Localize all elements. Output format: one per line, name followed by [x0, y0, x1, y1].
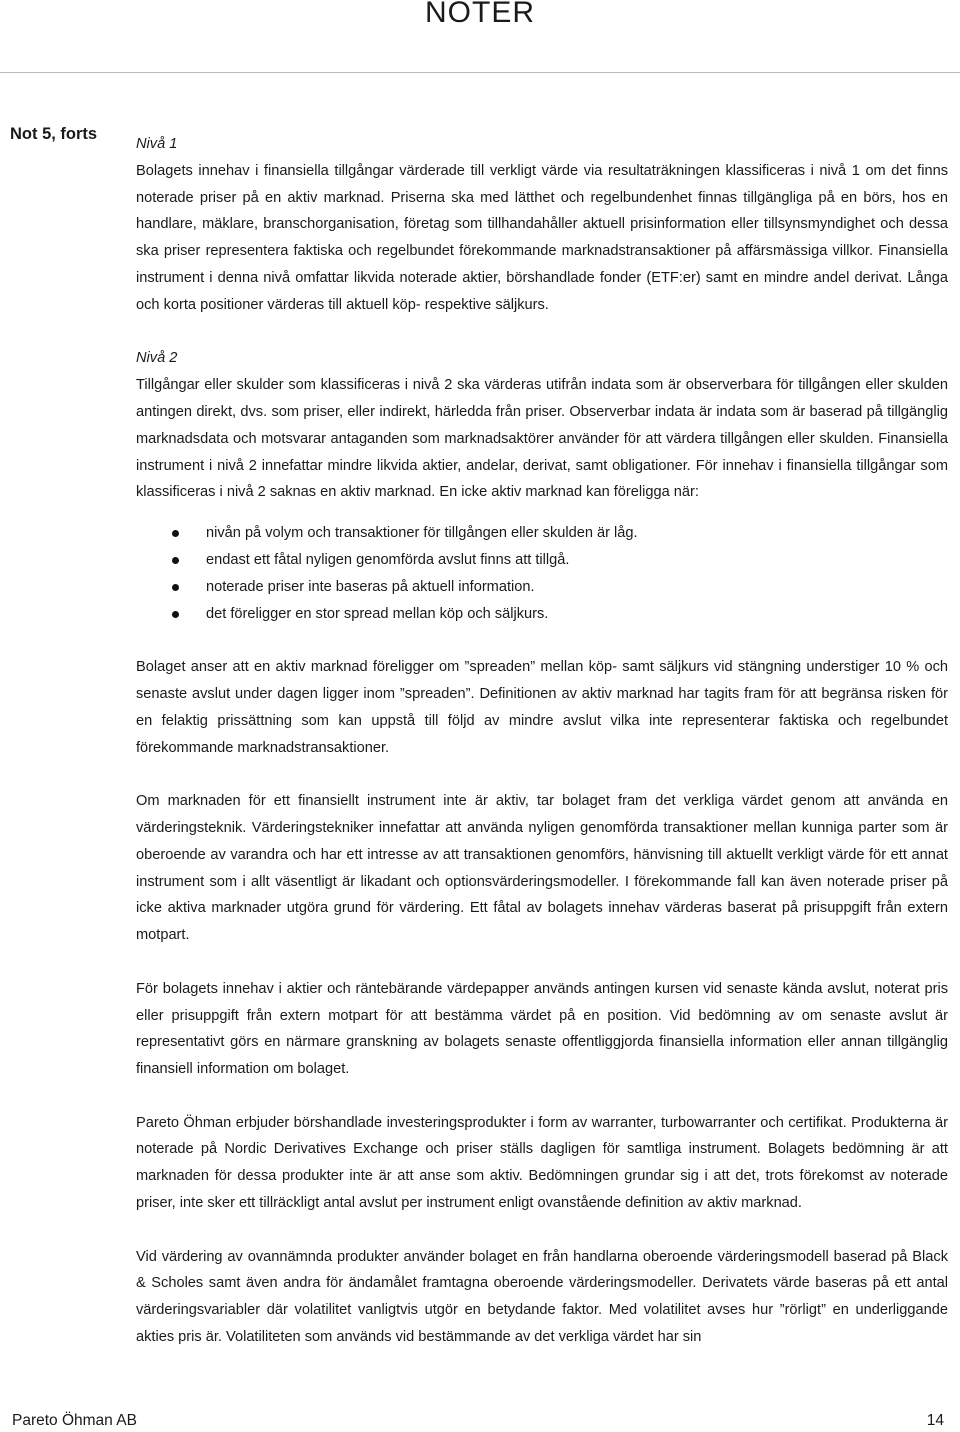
paragraph-valuation-model: Vid värdering av ovannämnda produkter använder bolaget en från handlarna oberoende värderingsmodell baserad på Black & Scholes samt även andra för ändamålet framtagna oberoende värderingsmodeller. Derivatets värde baseras på ett antal värderingsvariabler där volatilitet vanligtvis utgör en betydande faktor. Med volatilitet avses hur ”rörligt” en underliggande akties pris är. Volatiliteten som används vid bestämmande av det verkliga värdet har sin	[136, 1248, 948, 1346]
list-item: noterade priser inte baseras på aktuell information.	[136, 574, 948, 601]
list-item: nivån på volym och transaktioner för tillgången eller skulden är låg.	[136, 520, 948, 547]
footer-company: Pareto Öhman AB	[12, 1412, 137, 1429]
criteria-list	[136, 520, 948, 627]
note-label: Not 5, forts	[10, 125, 98, 143]
list-item: endast ett fåtal nyligen genomförda avslut finns att tillgå.	[136, 547, 948, 574]
paragraph-listed-products: Pareto Öhman erbjuder börshandlade investeringsprodukter i form av warranter, turbowarranter och certifikat. Produkterna är noterade på Nordic Derivatives Exchange och priser ställs dagligen för samtliga instrument. Bolagets bedömning är att marknaden för dessa produkter inte är att anse som aktiv. Bedömningen grundar sig i att det, trots förekomst av noterade priser, inte sker ett tillräckligt antal avslut per instrument enligt ovanstående definition av aktiv marknad.	[136, 1114, 948, 1212]
section-heading-level-1: Nivå 1	[136, 136, 178, 152]
title-divider	[0, 72, 960, 73]
paragraph-valuation-technique: Om marknaden för ett finansiellt instrument inte är aktiv, tar bolaget fram det verkliga värdet genom att använda en värderingsteknik. Värderingstekniker innefattar att använda nyligen genomförda transaktioner mellan kunniga parter som är oberoende av varandra och har ett intresse av att transaktionen genomförs, hänvisning till aktuellt verkligt värde för ett annat instrument som i allt väsentligt är likadant och optionsvärderingsmodeller. I förekommande fall kan även noterade priser på icke aktiva marknader utgöra grund för värdering. Ett fåtal av bolagets innehav värderas baserat på prisuppgift från extern motpart.	[136, 793, 948, 944]
list-item: det föreligger en stor spread mellan köp och säljkurs.	[136, 601, 948, 628]
section-heading-level-2: Nivå 2	[136, 350, 178, 367]
note-content	[136, 131, 948, 1351]
section-body-level-1: Bolagets innehav i finansiella tillgångar värderade till verkligt värde via resultaträkningen klassificeras i nivå 1 om det finns noterade priser på en aktiv marknad. Priserna ska med lätthet och regelbundenhet finnas tillgängliga på en börs, hos en handlare, mäklare, branschorganisation, företag som tillhandahåller aktuell prisinformation eller tillsynsmyndighet och dessa ska priser representera faktiska och regelbundet förekommande marknadstransaktioner på affärsmässiga villkor. Finansiella instrument i denna nivå omfattar likvida noterade aktier, börshandlade fonder (ETF:er) samt en mindre andel derivat. Långa och korta positioner värderas till aktuell köp- respektive säljkurs.	[136, 162, 948, 313]
section-body-level-2: Tillgångar eller skulder som klassificeras i nivå 2 ska värderas utifrån indata som är observerbara för tillgången eller skulden antingen direkt, dvs. som priser, eller indirekt, härledda från priser. Observerbar indata är indata som är baserad på tillgänglig marknadsdata och motsvarar antaganden som marknadsaktörer använder för att värdera tillgången eller skulden. Finansiella instrument i nivå 2 innefattar mindre likvida aktier, andelar, derivat, samt obligationer. För innehav i finansiella tillgångar som klassificeras i nivå 2 saknas en aktiv marknad. En icke aktiv marknad kan föreligga när:	[136, 377, 948, 501]
page-number: 14	[926, 1412, 944, 1429]
paragraph-active-market: Bolaget anser att en aktiv marknad föreligger om ”spreaden” mellan köp- samt säljkurs vid stängning understiger 10 % och senaste avslut under dagen ligger inom ”spreaden”. Definitionen av aktiv marknad har tagits fram för att begränsa risken för en felaktig prissättning som kan uppstå till följd av mindre avslut vilka inte representerar faktiska och regelbundet förekommande marknadstransaktioner.	[136, 659, 948, 756]
paragraph-equity-holdings: För bolagets innehav i aktier och räntebärande värdepapper används antingen kursen vid senaste kända avslut, noterat pris eller prisuppgift från extern motpart för att bestämma värdet på en position. Vid bedömning av om senaste avslut är representativt görs en närmare granskning av bolagets senaste offentliggjorda finansiella information eller annan tillgänglig finansiell information om bolaget.	[136, 980, 948, 1078]
page-title: NOTER	[425, 0, 535, 29]
